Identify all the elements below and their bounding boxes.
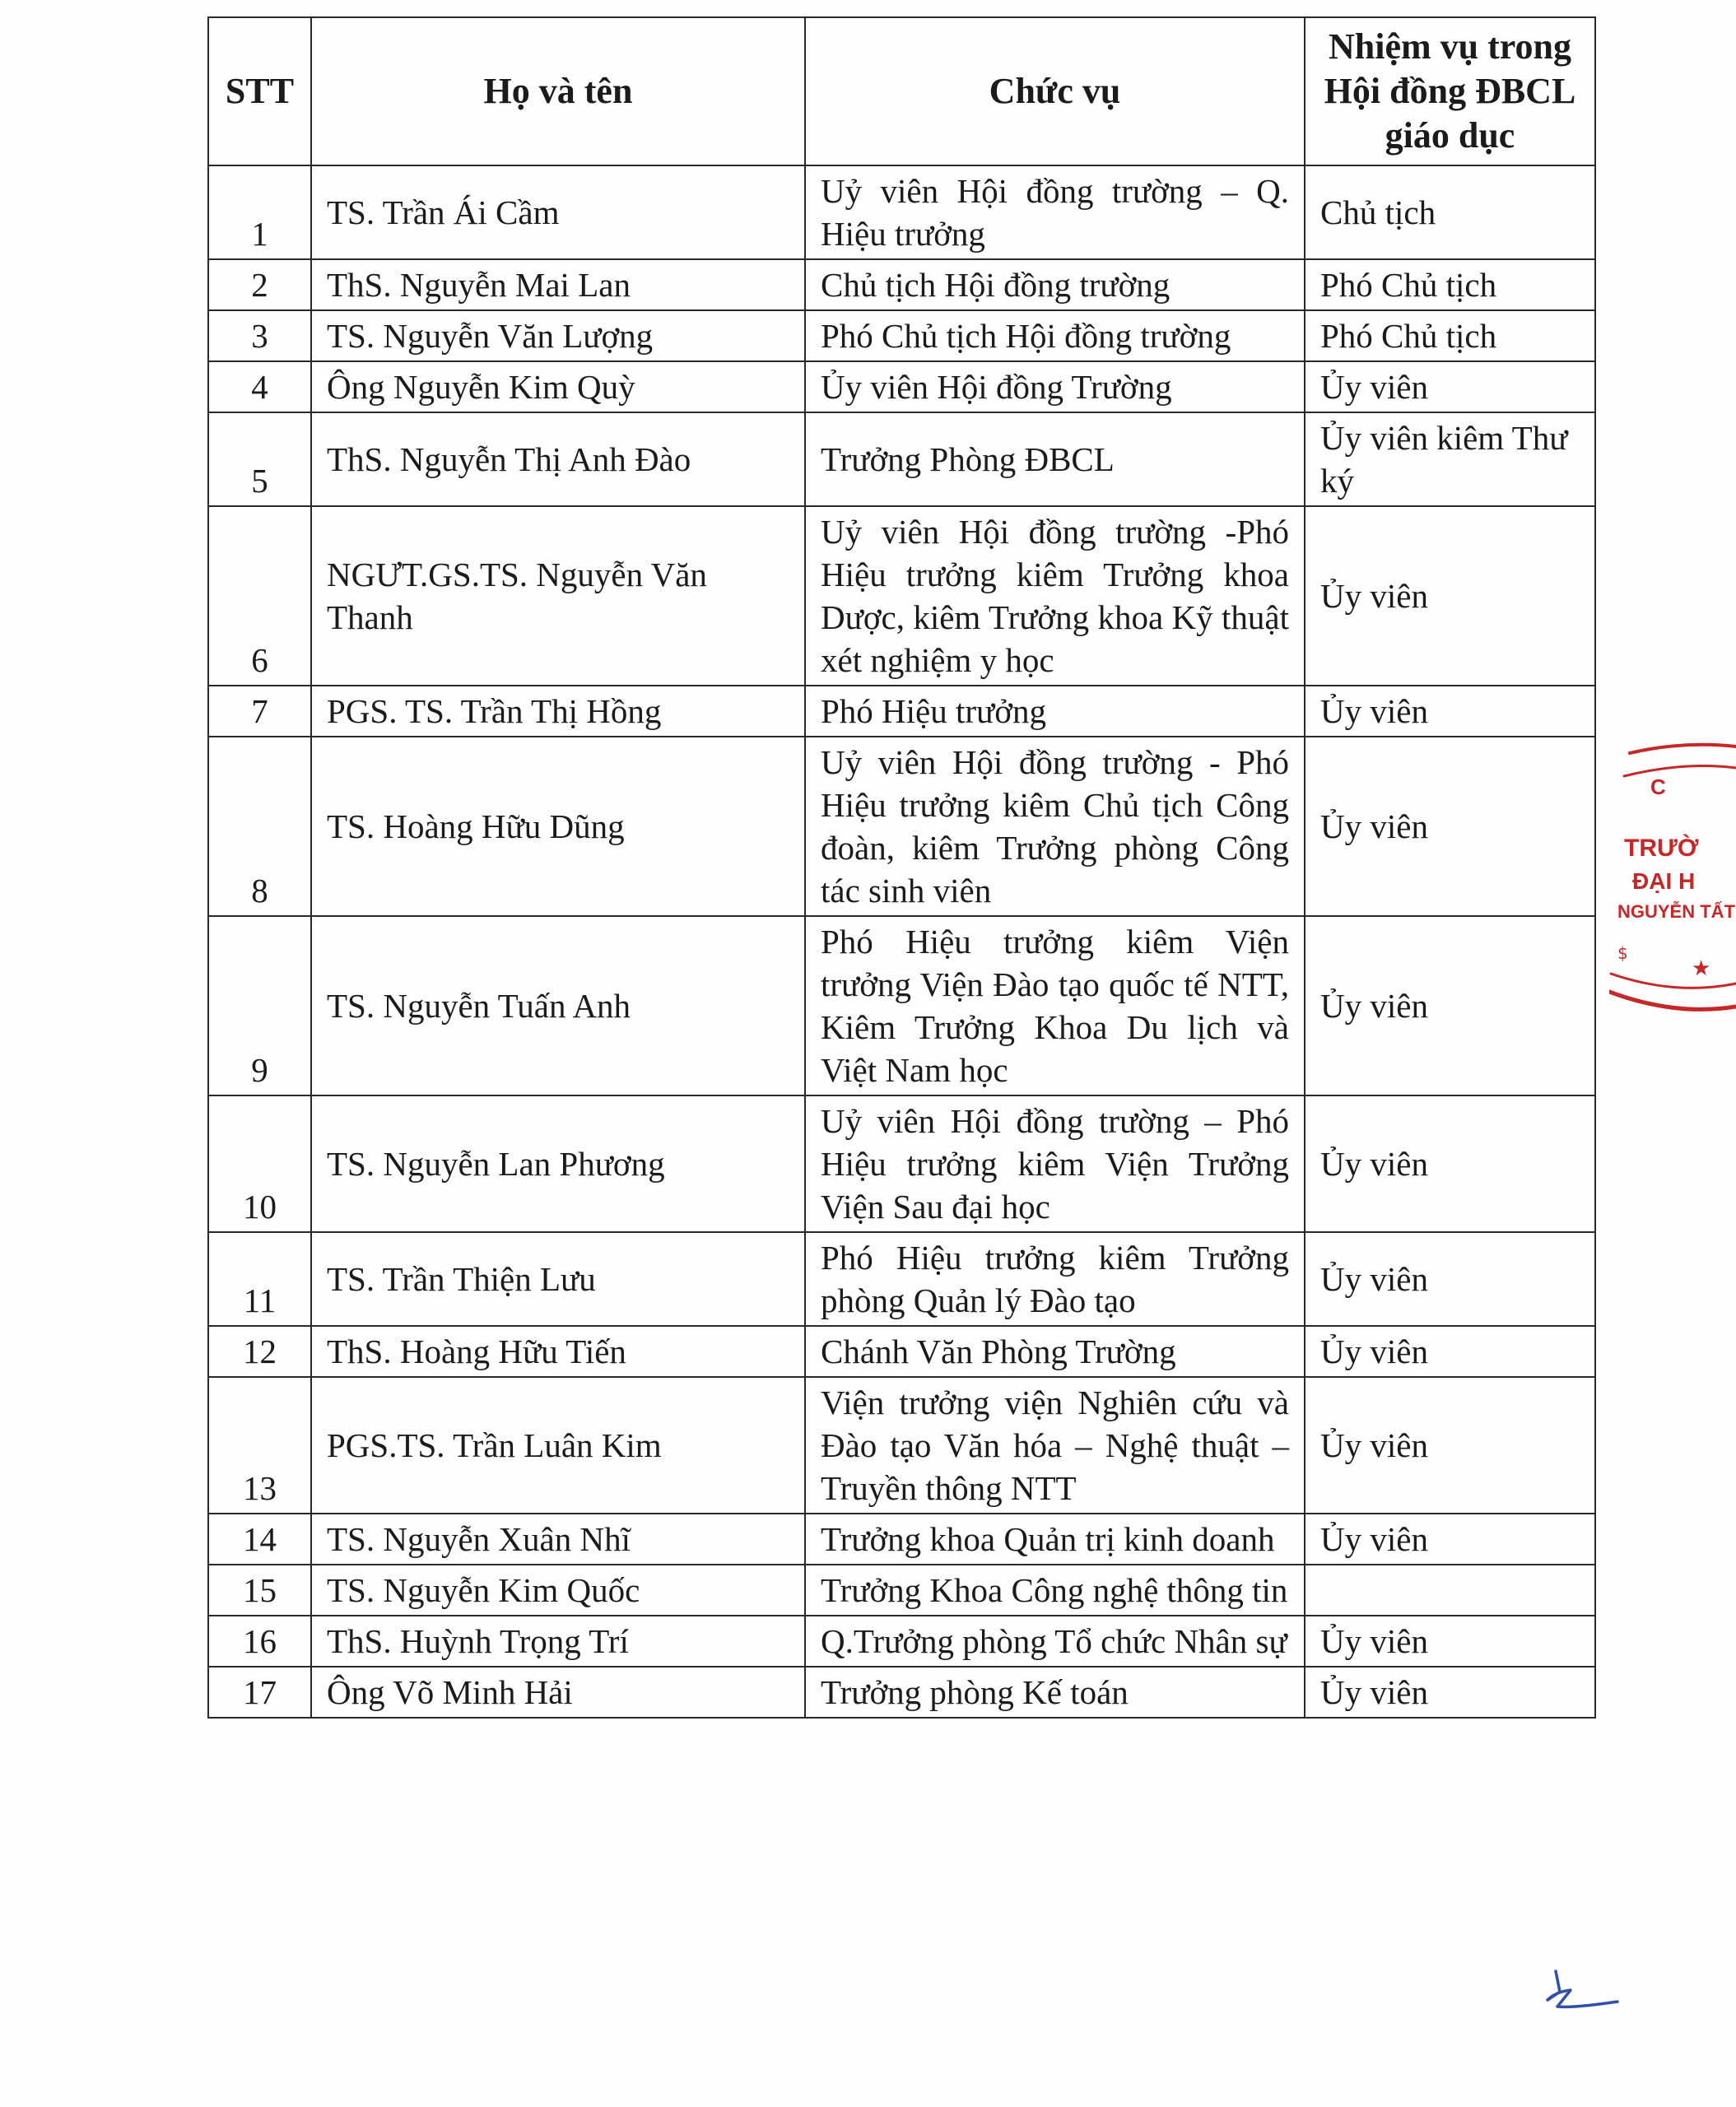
row-stt-cell: 14 bbox=[208, 1514, 311, 1565]
row-role-cell: Ủy viên bbox=[1305, 916, 1595, 1095]
row-role-cell: Ủy viên bbox=[1305, 1326, 1595, 1377]
row-position-cell: Trưởng Khoa Công nghệ thông tin bbox=[805, 1565, 1305, 1616]
table-header-row bbox=[208, 17, 1595, 165]
table-body bbox=[208, 165, 1595, 1718]
row-stt-cell: 11 bbox=[208, 1232, 311, 1326]
row-role-cell: Ủy viên bbox=[1305, 1377, 1595, 1514]
table-row bbox=[208, 1667, 1595, 1718]
row-stt-cell: 15 bbox=[208, 1565, 311, 1616]
row-name-cell: TS. Nguyễn Lan Phương bbox=[311, 1095, 805, 1232]
row-stt-cell: 2 bbox=[208, 259, 311, 310]
council-members-table bbox=[207, 16, 1596, 1719]
row-position-cell: Trưởng phòng Kế toán bbox=[805, 1667, 1305, 1718]
row-name-cell: TS. Nguyễn Xuân Nhĩ bbox=[311, 1514, 805, 1565]
row-stt-cell: 10 bbox=[208, 1095, 311, 1232]
row-role-cell: Ủy viên bbox=[1305, 737, 1595, 916]
row-stt-cell: 12 bbox=[208, 1326, 311, 1377]
row-role-cell: Ủy viên bbox=[1305, 361, 1595, 412]
row-position-cell: Trưởng Phòng ĐBCL bbox=[805, 412, 1305, 506]
row-position-cell: Chánh Văn Phòng Trường bbox=[805, 1326, 1305, 1377]
row-position-cell: Viện trưởng viện Nghiên cứu và Đào tạo Văn hóa – Nghệ thuật – Truyền thông NTT bbox=[805, 1377, 1305, 1514]
row-role-cell: Phó Chủ tịch bbox=[1305, 310, 1595, 361]
row-position-cell: Ủy viên Hội đồng Trường bbox=[805, 361, 1305, 412]
svg-text:★: ★ bbox=[1692, 956, 1711, 981]
row-role-cell: Ủy viên bbox=[1305, 1232, 1595, 1326]
row-position-cell: Chủ tịch Hội đồng trường bbox=[805, 259, 1305, 310]
table-row bbox=[208, 1514, 1595, 1565]
header-position: Chức vụ bbox=[805, 17, 1305, 165]
table-row bbox=[208, 259, 1595, 310]
row-name-cell: PGS.TS. Trần Luân Kim bbox=[311, 1377, 805, 1514]
row-stt-cell: 4 bbox=[208, 361, 311, 412]
row-position-cell: Trưởng khoa Quản trị kinh doanh bbox=[805, 1514, 1305, 1565]
row-stt-cell: 16 bbox=[208, 1616, 311, 1667]
row-name-cell: ThS. Huỳnh Trọng Trí bbox=[311, 1616, 805, 1667]
header-role: Nhiệm vụ trong Hội đồng ĐBCL giáo dục bbox=[1305, 17, 1595, 165]
seal-text-line-1: TRƯỜ bbox=[1624, 835, 1699, 862]
row-position-cell: Phó Chủ tịch Hội đồng trường bbox=[805, 310, 1305, 361]
row-role-cell: Ủy viên kiêm Thư ký bbox=[1305, 412, 1595, 506]
row-role-cell: Phó Chủ tịch bbox=[1305, 259, 1595, 310]
table-row bbox=[208, 165, 1595, 259]
svg-text:C: C bbox=[1650, 774, 1666, 799]
row-stt-cell: 6 bbox=[208, 506, 311, 686]
official-seal bbox=[1609, 737, 1736, 1049]
header-name: Họ và tên bbox=[311, 17, 805, 165]
row-stt-cell: 1 bbox=[208, 165, 311, 259]
table-row bbox=[208, 361, 1595, 412]
table-row bbox=[208, 916, 1595, 1095]
row-name-cell: TS. Hoàng Hữu Dũng bbox=[311, 737, 805, 916]
row-name-cell: TS. Trần Thiện Lưu bbox=[311, 1232, 805, 1326]
row-position-cell: Uỷ viên Hội đồng trường – Q. Hiệu trưởng bbox=[805, 165, 1305, 259]
row-position-cell: Uỷ viên Hội đồng trường - Phó Hiệu trưởng kiêm Chủ tịch Công đoàn, kiêm Trưởng phòng Công tác sinh viên bbox=[805, 737, 1305, 916]
row-name-cell: TS. Nguyễn Tuấn Anh bbox=[311, 916, 805, 1095]
row-position-cell: Q.Trưởng phòng Tổ chức Nhân sự bbox=[805, 1616, 1305, 1667]
row-role-cell: Ủy viên bbox=[1305, 686, 1595, 737]
table-row bbox=[208, 1616, 1595, 1667]
row-role-cell: Ủy viên bbox=[1305, 1667, 1595, 1718]
table-row bbox=[208, 1095, 1595, 1232]
table-row bbox=[208, 1326, 1595, 1377]
table-row bbox=[208, 1565, 1595, 1616]
row-stt-cell: 7 bbox=[208, 686, 311, 737]
table-row bbox=[208, 1232, 1595, 1326]
row-stt-cell: 13 bbox=[208, 1377, 311, 1514]
row-name-cell: ThS. Nguyễn Mai Lan bbox=[311, 259, 805, 310]
row-role-cell: Chủ tịch bbox=[1305, 165, 1595, 259]
svg-text:$: $ bbox=[1617, 943, 1628, 963]
table-row bbox=[208, 737, 1595, 916]
row-stt-cell: 3 bbox=[208, 310, 311, 361]
row-role-cell bbox=[1305, 1565, 1595, 1616]
row-name-cell: TS. Trần Ái Cầm bbox=[311, 165, 805, 259]
row-name-cell: Ông Nguyễn Kim Quỳ bbox=[311, 361, 805, 412]
seal-text-line-2: ĐẠI H bbox=[1632, 868, 1696, 894]
row-role-cell: Ủy viên bbox=[1305, 1095, 1595, 1232]
row-role-cell: Ủy viên bbox=[1305, 1514, 1595, 1565]
row-name-cell: Ông Võ Minh Hải bbox=[311, 1667, 805, 1718]
row-name-cell: ThS. Hoàng Hữu Tiến bbox=[311, 1326, 805, 1377]
table-row bbox=[208, 686, 1595, 737]
row-stt-cell: 5 bbox=[208, 412, 311, 506]
row-stt-cell: 9 bbox=[208, 916, 311, 1095]
row-position-cell: Uỷ viên Hội đồng trường -Phó Hiệu trưởng kiêm Trưởng khoa Dược, kiêm Trưởng khoa Kỹ thuật xét nghiệm y học bbox=[805, 506, 1305, 686]
row-position-cell: Phó Hiệu trưởng bbox=[805, 686, 1305, 737]
table-row bbox=[208, 1377, 1595, 1514]
row-role-cell: Ủy viên bbox=[1305, 506, 1595, 686]
seal-text-line-3: NGUYỄN TẤT bbox=[1617, 901, 1735, 922]
header-stt: STT bbox=[208, 17, 311, 165]
table-row bbox=[208, 506, 1595, 686]
row-name-cell: NGƯT.GS.TS. Nguyễn Văn Thanh bbox=[311, 506, 805, 686]
row-position-cell: Phó Hiệu trưởng kiêm Trưởng phòng Quản lý Đào tạo bbox=[805, 1232, 1305, 1326]
row-name-cell: TS. Nguyễn Văn Lượng bbox=[311, 310, 805, 361]
table-row bbox=[208, 412, 1595, 506]
row-role-cell: Ủy viên bbox=[1305, 1616, 1595, 1667]
row-position-cell: Uỷ viên Hội đồng trường – Phó Hiệu trưởng kiêm Viện Trưởng Viện Sau đại học bbox=[805, 1095, 1305, 1232]
signature-mark bbox=[1539, 1967, 1630, 2016]
row-position-cell: Phó Hiệu trưởng kiêm Viện trưởng Viện Đào tạo quốc tế NTT, Kiêm Trưởng Khoa Du lịch và Việt Nam học bbox=[805, 916, 1305, 1095]
table-row bbox=[208, 310, 1595, 361]
row-stt-cell: 17 bbox=[208, 1667, 311, 1718]
row-name-cell: TS. Nguyễn Kim Quốc bbox=[311, 1565, 805, 1616]
row-stt-cell: 8 bbox=[208, 737, 311, 916]
row-name-cell: PGS. TS. Trần Thị Hồng bbox=[311, 686, 805, 737]
row-name-cell: ThS. Nguyễn Thị Anh Đào bbox=[311, 412, 805, 506]
